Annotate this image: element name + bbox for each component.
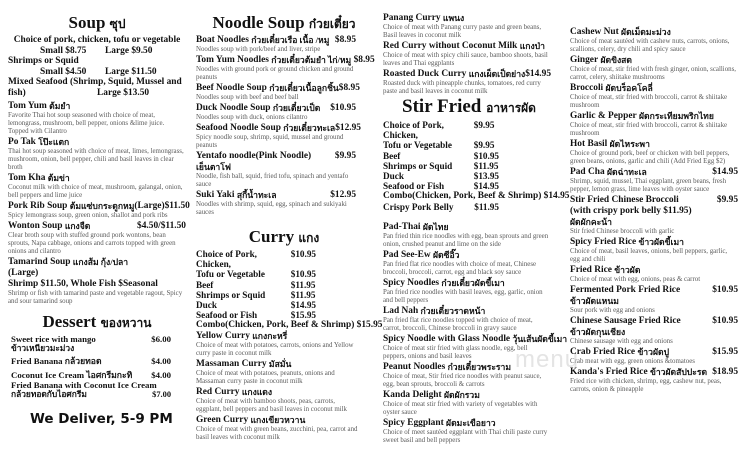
item-name-thai: กล้วยทอดกับไอศกรีม: [11, 389, 87, 399]
menu-item: [570, 347, 738, 366]
curry-section-title: [196, 228, 372, 247]
item-name: Beef Noodle Soup: [196, 83, 267, 93]
menu-item: [383, 69, 551, 96]
item-name: Yellow Curry: [196, 331, 250, 342]
menu-item: [570, 237, 738, 264]
item-description: Thai hot soup seasoned with choice of meat, limes, lemongrass, mushroom, onion, bell pepper, chili and basil leaves in clear broth: [8, 147, 184, 171]
item-name-thai: ข้าวผัด: [614, 265, 641, 275]
item-description: Chinese sausage with egg and onions: [570, 338, 673, 345]
menu-item: [570, 316, 738, 346]
dessert-title: Dessert: [42, 311, 97, 331]
item-name: Po Tak: [8, 136, 36, 147]
item-name-thai: แกงส้ม กุ้ง/ปลา: [72, 256, 129, 267]
price-label: Beef: [383, 150, 401, 161]
item-description: Spicy lemongrass soup, green onion, shallot and pork ribs: [8, 211, 168, 219]
item-name-thai: ก๋วยเตี๋ยวต้มยำ ไก่/หมู: [271, 55, 352, 65]
item-name-thai: ผัดผักรวม: [443, 390, 480, 401]
menu-item: [383, 13, 551, 40]
item-name-thai: ต้มยำ: [49, 100, 71, 111]
item-description: Spicy noodle soup, shrimp, squid, mussel and ground peanuts: [196, 134, 344, 149]
item-description: Choice of meat with green beans, zucchini, pea, carrot and basil leaves with coconut milk: [196, 426, 358, 442]
stir-fried-title-thai: อาหารผัด: [486, 101, 536, 115]
item-name: Duck Noodle Soup: [196, 103, 271, 113]
item-name-thai: ผัดซีอิ๊ว: [433, 250, 460, 261]
item-description: Pan fried flat rice noodles topped with choice of meat, carrot, broccoli, Chinese broccoli in gravy sauce: [383, 317, 533, 333]
noodle-soup-title-thai: ก๋วยเตี๋ยว: [308, 17, 356, 31]
menu-item: [11, 380, 171, 400]
item-description: Fried rice with chicken, shrimp, egg, cashew nut, peas, carrots, onion & pineapple: [570, 378, 722, 393]
item-description: Choice of meet sautéed eggplant with Thai chili paste curry sweet basil and bell peppers: [383, 429, 548, 445]
item-description: Choice of meat with potatoes, carrots, onions and Yellow curry paste in coconut milk: [196, 342, 354, 358]
item-name: Fermented Pork Fried Rice: [570, 285, 681, 295]
item-description: Choice of meat, stir fried with fresh ginger, onion, scallions, carrot, celery, shiitake mushrooms: [570, 66, 737, 81]
menu-item: [383, 222, 551, 249]
crispy-pork-belly-row: [383, 202, 499, 212]
item-name: Spicy Noodle with Glass Noodle: [383, 334, 511, 345]
price-label: Crispy Pork Belly: [383, 202, 454, 213]
item-name: Yentafo noodle(Pink Noodle): [196, 151, 312, 161]
price-label: Shrimps or Squid: [196, 289, 266, 300]
noodle-soup-list: [196, 35, 375, 217]
item-name-thai: ผัดเม็ดมะม่วง: [621, 27, 671, 37]
item-price: $12.95: [330, 190, 356, 200]
price-label: Tofu or Vegetable: [196, 269, 265, 280]
item-description: Roasted duck with pineapple chunks, tomatoes, red curry paste and basil leaves in coconut milk: [383, 80, 541, 95]
item-name: Kanda's Fried Rice: [570, 367, 648, 377]
item-description: Shrimp or fish with tamarind paste and vegetable ragout, Spicy and sour tamarind soup: [8, 289, 183, 305]
menu-item: [196, 151, 356, 189]
specials-list: [570, 27, 738, 394]
soup-large-price: Large $9.50: [105, 45, 153, 56]
price-label: Seafood or Fish: [196, 310, 258, 321]
menu-item: [570, 195, 738, 236]
menu-item: [196, 35, 356, 54]
item-price: $9.95: [334, 151, 356, 161]
item-name: Fried Banana: [11, 355, 63, 366]
item-name-thai: แกงแดง: [241, 387, 273, 398]
item-name: Tom Yum Noodles: [196, 55, 269, 65]
menu-item: [383, 306, 551, 333]
item-name: Red Curry: [196, 387, 240, 398]
delivery-notice: We Deliver, 5-9 PM: [30, 411, 173, 427]
item-description: Noodle, fish ball, squid, fried tofu, spinach and yentafo sauce: [196, 173, 349, 188]
item-description: Sour pork with egg and onions: [570, 307, 655, 314]
menu-item: [8, 257, 186, 306]
menu-item: [570, 55, 738, 82]
menu-item: [570, 27, 738, 54]
curry-list-continued: [383, 13, 551, 96]
item-name-thai: ข้าวผัดขี้เมา: [638, 237, 684, 247]
item-name-thai: ผัดขิงสด: [600, 55, 632, 65]
item-name-thai: ผัดผักคะน้า: [570, 217, 612, 227]
menu-item: [196, 83, 360, 102]
item-name-thai: วุ้นเส้นผัดขี้เมา: [512, 334, 568, 345]
price-value: $11.95: [290, 289, 316, 300]
item-price: $18.95: [712, 367, 738, 377]
stir-fried-price-table: [383, 120, 499, 191]
item-description: Noodles soup with beef and beef ball: [196, 94, 299, 101]
item-name: Tamarind Soup: [8, 256, 71, 267]
item-name-thai: ก๋วยเตี๋ยวเนื้อลูกชิ้น: [269, 83, 339, 93]
price-value: $9.95: [473, 120, 495, 130]
item-name-thai: แกงเขียวหวาน: [250, 415, 306, 426]
item-name: Pad See-Ew: [383, 250, 431, 261]
menu-item: [570, 367, 738, 394]
item-price: $8.95: [338, 83, 360, 93]
item-description: Crab meat with egg, green onions &tomatoes: [570, 358, 695, 365]
item-description: Choice of meat, Stir fried rice noodles with peanut sauce, egg, bean sprouts, broccoli & carrots: [383, 373, 542, 389]
stir-fried-list: [383, 222, 568, 445]
item-price: $8.95: [334, 35, 356, 45]
item-name: Sweet rice with mango: [11, 333, 96, 344]
price-value: $14.95: [473, 181, 499, 192]
noodle-curry-column: [196, 0, 383, 443]
item-description: Pan fried flat rice noodles with choice of meat, Chinese broccoli, broccoli, carrot, egg and black soy sauce: [383, 261, 537, 277]
item-description: Coconut milk with choice of meat, mushroom, galangal, onion, bell peppers and lime juice: [8, 183, 183, 199]
item-description: Noodles with ground pork or ground chicken and ground peanuts: [196, 66, 354, 81]
item-name-thai: ก๋วยเตี๋ยวทะเล: [283, 123, 336, 133]
item-description: Choice of meat sautéed with cashew nuts, carrots, onions, scallions, celery, dry chili and spicy sauce: [570, 38, 730, 53]
item-name: Massaman Curry: [196, 359, 267, 370]
item-price: Shrimp $11.50, Whole Fish $Seasonal: [8, 278, 158, 289]
soup-small-price: Small $8.75: [40, 45, 87, 56]
item-name: Green Curry: [196, 415, 249, 426]
item-price: $4.00: [151, 369, 171, 380]
item-price: $4.50/$11.50: [137, 220, 186, 231]
item-description: Noodles with shrimp, squid, egg, spinach and sukiyaki sauces: [196, 201, 347, 216]
item-description: Choice of meat, stir fried with broccoli, carrot & shiitake mushroom: [570, 94, 728, 109]
price-value: $10.95: [473, 150, 499, 161]
menu-item: [11, 370, 171, 380]
soup-title: Soup: [68, 13, 106, 32]
item-description: Clear broth soup with stuffed ground pork wontons, bean sprouts, Napa cabbage, onions and carrots topped with green onions and cilantro: [8, 231, 176, 255]
price-label: Choice of Pork, Chicken,: [383, 120, 444, 141]
price-value: $10.95: [290, 249, 316, 259]
stir-fried-title: Stir Fried: [402, 96, 482, 117]
menu-item: [383, 390, 551, 417]
curry-combo-price: Combo(Chicken, Pork, Beef & Shrimp) $15.95: [196, 320, 383, 331]
item-name: Peanut Noodles: [383, 362, 446, 373]
noodle-soup-title: Noodle Soup: [212, 13, 305, 32]
price-label: Shrimps or Squid: [383, 160, 453, 171]
item-name-thai: ก๋วยเตี๋ยวผัดขี้เมา: [441, 278, 505, 289]
item-name: Crab Fried Rice: [570, 347, 636, 357]
item-name: Tom Yum: [8, 100, 47, 111]
item-name: Roasted Duck Curry: [383, 69, 467, 79]
menu-item: [383, 250, 551, 277]
item-description: Noodles soup with pork/beef and liver, stripe: [196, 46, 321, 53]
menu-item: [8, 137, 186, 172]
item-name-thai: ผัดไหระพา: [609, 139, 650, 149]
item-name-thai: ก๋วยเตี๋ยวราดหน้า: [420, 306, 486, 317]
item-name-thai: ผัดบร็อคโคลี่: [605, 83, 653, 93]
menu-item: [11, 334, 171, 354]
curry-price-table: [196, 249, 316, 320]
menu-item: [570, 83, 738, 110]
stir-fried-combo-price: Combo(Chicken, Pork, Beef & Shrimp) $14.95: [383, 191, 570, 202]
item-price: $9.95: [716, 195, 738, 205]
item-description: Choice of meat, stir fried with broccoli, carrot & shiitake mushroom: [570, 122, 728, 137]
item-price: (Large)$11.50: [134, 200, 190, 211]
item-name: Stir Fried Chinese Broccoli: [570, 195, 679, 205]
menu-item: [11, 356, 171, 366]
item-name-thai: ก๋วยเตี๋ยวพระราม: [447, 362, 512, 373]
menu-item: [570, 167, 738, 194]
item-name: Spicy Fried Rice: [570, 237, 637, 247]
price-value: $13.95: [473, 171, 499, 182]
item-description: Choice of meat with Panang curry paste and green beans, Basil leaves in coconut milk: [383, 24, 542, 39]
item-name-thai: ต้มข่า: [47, 172, 70, 183]
item-price: $8.95: [353, 55, 375, 65]
menu-item: [570, 111, 738, 138]
soup-small-price: Small $4.50: [40, 66, 87, 77]
item-name: Spicy Noodles: [383, 278, 439, 289]
item-name-thai: สุกี้น้ำทะเล: [236, 190, 277, 200]
curry-title: Curry: [248, 227, 295, 246]
item-name-thai: แกงจืด: [64, 220, 91, 231]
item-name: Wonton Soup: [8, 220, 63, 231]
price-value: $9.95: [473, 140, 495, 151]
item-description: Choice of meat stir fried with variety of vegetables with oyster sauce: [383, 401, 538, 417]
price-value: $11.95: [290, 279, 316, 290]
item-name: Pork Rib Soup: [8, 200, 68, 211]
item-name-thai: ข้าวผัดแหนม: [570, 296, 619, 306]
menu-item: [196, 415, 360, 442]
item-name-thai: แกงกะหรี่: [252, 331, 288, 342]
item-name: Seafood Noodle Soup: [196, 123, 281, 133]
curry-stirfried-column: [383, 0, 570, 446]
menu-item: [383, 418, 551, 445]
item-name-thai: ข้าวเหนียวมะม่วง: [11, 343, 75, 353]
price-value: $10.95: [290, 269, 316, 280]
item-variant-price: (with crispy pork belly $11.95): [570, 206, 692, 216]
item-price: $12.95: [335, 123, 361, 133]
item-description: Shrimp, squid, mussel, Thai eggplant, green beans, fresh pepper, lemon grass, lime leaves with oyster sauce: [570, 178, 727, 193]
menu-item: [196, 190, 356, 217]
price-label: Seafood or Fish: [383, 181, 445, 192]
item-name-thai: แกงเผ็ดเป็ดย่าง: [468, 69, 526, 79]
item-name: Chinese Sausage Fried Rice: [570, 316, 681, 326]
item-name: Broccoli: [570, 83, 604, 93]
item-description: Pan fried thin rice noodles with egg, bean sprouts and green onion, crushed peanut and lime on the side: [383, 233, 549, 249]
menu-item: [570, 285, 738, 315]
item-name: Fried Banana with Coconut Ice Cream: [11, 379, 157, 390]
item-name: Panang Curry: [383, 13, 441, 23]
item-name-thai: ข้าวผัดกุนเชียง: [570, 327, 626, 337]
price-label: Duck: [383, 171, 404, 182]
item-name-thai: ผัดไทย: [422, 222, 449, 233]
curry-list: [196, 331, 360, 442]
item-name: Red Curry without Coconut Milk: [383, 41, 518, 51]
soup-choice-line: Choice of pork, chicken, tofu or vegetable: [13, 35, 181, 45]
item-name-thai: แพนง: [442, 13, 465, 23]
soup-price-label: Shrimps or Squid: [8, 56, 79, 67]
soup-large-price: Large $11.50: [105, 66, 157, 77]
soup-title-thai: ซุป: [109, 17, 126, 31]
price-value: $15.95: [290, 310, 316, 321]
price-label: Duck: [196, 300, 217, 311]
item-description: Choice of meat with spicy chili sauce, bamboo shoots, basil leaves and Thai eggplants: [383, 52, 548, 67]
price-value: $11.95: [474, 202, 499, 213]
menu-item: [196, 103, 356, 122]
item-description: Choice of meat stir fried with glass noodle, egg, bell peppers, onions and basil leaves: [383, 345, 528, 361]
item-name-thai: โป๊ะแตก: [38, 136, 70, 147]
item-name: Pad-Thai: [383, 222, 421, 233]
item-price: $10.95: [712, 285, 738, 295]
item-name: Fried Rice: [570, 265, 612, 275]
item-description: Noodles soup with duck, onions cilantro: [196, 114, 308, 121]
item-name: Kanda Delight: [383, 390, 442, 401]
item-description: Choice of meat, basil leaves, onions, bell peppers, garlic, egg and chili: [570, 248, 728, 263]
item-name: Garlic & Pepper: [570, 111, 637, 121]
menu-item: [196, 331, 360, 358]
item-price: $14.95: [525, 69, 551, 79]
item-name-thai: ข้าวผัดปู: [637, 347, 670, 357]
item-price: $6.00: [151, 333, 171, 344]
item-name-thai: ก๋วยเตี๋ยวเรือ เนื้อ /หมู: [251, 35, 330, 45]
item-description: Choice of meat with potatoes, peanuts, onions and Massaman curry paste in coconut milk: [196, 370, 335, 386]
item-description: Favorite Thai hot soup seasoned with choice of meat, lemongrass, mushroom, bell pepper, onions &lime juice. Topped with Cilantro: [8, 111, 165, 135]
price-label: Beef: [196, 279, 214, 290]
item-price: $4.00: [151, 355, 171, 366]
item-name: Coconut Ice Cream: [11, 369, 85, 380]
stir-fried-section-title: [383, 97, 555, 118]
item-price: $7.00: [152, 389, 171, 399]
menu-item: [196, 359, 360, 386]
menu-item: [196, 387, 360, 414]
price-value: $11.95: [473, 160, 499, 171]
watermark-logo: menu: [515, 346, 580, 373]
item-name-thai: เย็นตาโฟ: [196, 162, 231, 172]
soup-price-row: [8, 67, 186, 78]
item-name: Spicy Eggplant: [383, 418, 444, 429]
item-name-thai: ผัดมะเขือยาว: [446, 418, 496, 429]
menu-item: [8, 221, 186, 256]
soup-section-title: [8, 14, 186, 33]
menu-item: [8, 173, 186, 200]
item-name: Cashew Nut: [570, 27, 619, 37]
dessert-list: [8, 334, 171, 400]
item-name-thai: ผัดฉ่าทะเล: [607, 167, 647, 177]
item-name: Pad Cha: [570, 167, 605, 177]
item-name: Lad Nah: [383, 306, 419, 317]
item-price: $14.95: [712, 167, 738, 177]
item-name-thai: ก๋วยเตี๋ยวเป็ด: [272, 103, 321, 113]
item-name: Ginger: [570, 55, 599, 65]
item-name: Suki Yaki: [196, 190, 235, 200]
item-name-thai: มัสมั่น: [268, 359, 292, 370]
menu-item: [196, 55, 375, 82]
soup-price-row: [8, 77, 182, 98]
curry-title-thai: แกง: [298, 231, 320, 245]
dessert-section-title: [8, 313, 186, 332]
menu-item: [8, 101, 186, 136]
menu-item: [570, 139, 738, 166]
item-size: (Large): [8, 267, 39, 278]
item-name: Tom Kha: [8, 172, 46, 183]
item-price: $10.95: [330, 103, 356, 113]
dessert-title-thai: ของหวาน: [100, 315, 152, 330]
item-description: Choice of meat with bamboo shoots, peas, carrots, eggplant, bell peppers and basil leaves in coconut milk: [196, 398, 347, 414]
item-name-thai: ข้าวผัดสัปปะรด: [649, 367, 708, 377]
item-description: Pan fried rice noodles with basil leaves, egg, garlic, onion and bell peppers: [383, 289, 543, 305]
specials-column: [570, 0, 742, 395]
item-price: $15.95: [712, 347, 738, 357]
soup-column: [8, 0, 190, 400]
price-value: $14.95: [290, 300, 316, 311]
soup-price-row: [8, 46, 186, 57]
item-name-thai: กล้วยทอด: [64, 355, 102, 366]
menu-item: [383, 278, 551, 305]
price-label: Tofu or Vegetable: [383, 140, 452, 151]
menu-item: [383, 41, 551, 68]
noodle-soup-section-title: [196, 14, 372, 33]
menu-item: [570, 265, 738, 284]
item-description: Choice of ground pork, beef or chicken with bell peppers, green beans, onions, garlic and chili (Add Fried Egg $2): [570, 150, 730, 165]
price-label: Choice of Pork, Chicken,: [196, 249, 257, 270]
item-name-thai: ผัดกระเทียมพริกไทย: [639, 111, 714, 121]
item-name: Boat Noodles: [196, 35, 249, 45]
menu-item: [8, 200, 190, 220]
item-price: $10.95: [712, 316, 738, 326]
item-description: Choice of meat with egg, onions, peas & carrot: [570, 276, 701, 283]
item-name-thai: ต้มแซ่บกระดูกหมู: [69, 200, 135, 211]
menu-item: [196, 123, 361, 150]
item-description: Stir fried Chinese broccoli with garlic: [570, 228, 675, 235]
item-name: Hot Basil: [570, 139, 608, 149]
item-name-thai: แกงป่า: [519, 41, 545, 51]
item-name-thai: ไอศกรีมกะทิ: [86, 369, 133, 380]
soup-large-price: Large $13.50: [97, 87, 150, 98]
soup-price-label: Mixed Seafood (Shrimp, Squid, Mussel and fish): [8, 77, 182, 98]
